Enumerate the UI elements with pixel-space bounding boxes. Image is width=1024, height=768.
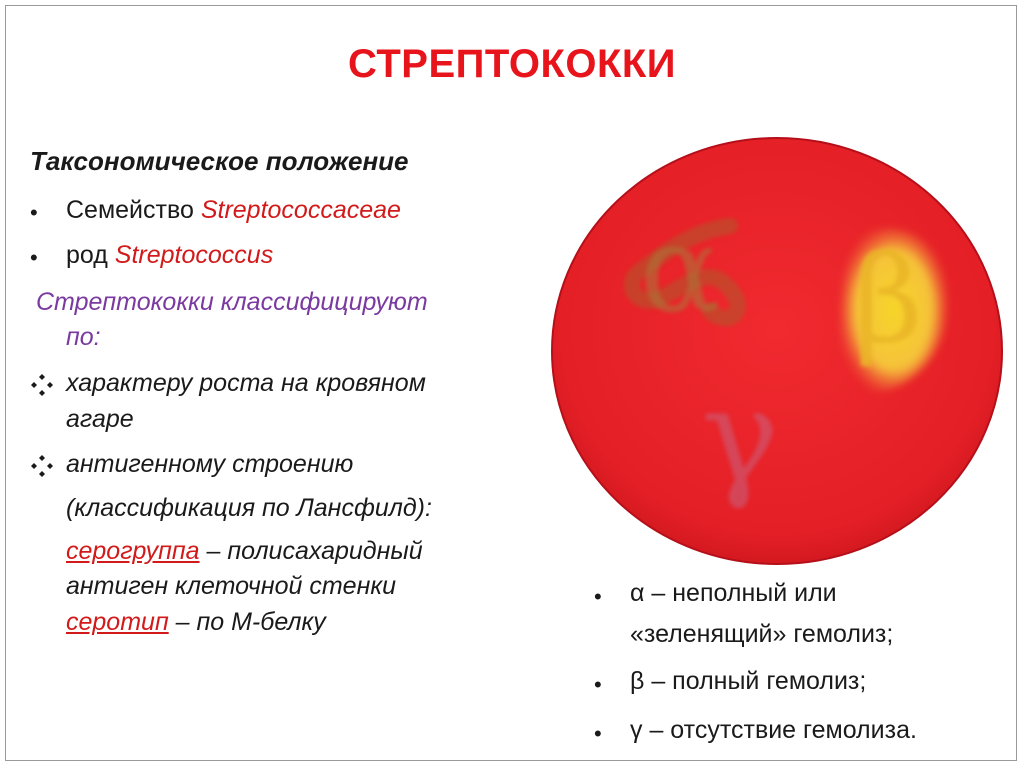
serotype-line — [66, 608, 326, 637]
classification-intro-line1: Стрептококки классифицируют — [36, 288, 428, 316]
serogroup-line2: антиген клеточной стенки — [66, 572, 397, 600]
slide-title: СТРЕПТОКОККИ — [347, 42, 677, 86]
bullet-dot: • — [594, 672, 602, 697]
genus-label: род — [66, 241, 115, 269]
serogroup-line — [66, 537, 423, 566]
taxonomy-heading: Таксономическое положение — [30, 146, 409, 176]
genus-item — [66, 241, 273, 270]
item1-line1: характеру роста на кровяном — [66, 369, 426, 397]
beta-colony-symbol: β — [853, 231, 923, 370]
gamma-colony-symbol: γ — [701, 360, 779, 512]
diamond-bullet-icon — [30, 373, 54, 397]
item2-line1: антигенному строению — [66, 450, 354, 478]
family-label: Семейство — [66, 196, 201, 224]
diamond-bullet-icon — [30, 454, 54, 478]
serogroup-term: серогруппа — [66, 537, 200, 565]
bullet-dot: • — [594, 721, 602, 746]
genus-name: Streptococcus — [114, 241, 274, 269]
bullet-dot: • — [30, 200, 38, 225]
family-item — [66, 196, 401, 225]
item2-line2: (классификация по Лансфилд): — [66, 494, 432, 522]
blood-agar-plate-image — [550, 136, 1004, 566]
item1-line2: агаре — [66, 405, 134, 433]
gamma-colony — [701, 360, 779, 512]
serotype-rest: – по М-белку — [168, 608, 326, 636]
legend-alpha-line1: α – неполный или — [630, 579, 837, 607]
blood-agar-plate — [550, 136, 1004, 566]
alpha-colony-symbol: α — [639, 201, 721, 340]
family-name: Streptococcaceae — [200, 196, 401, 224]
serogroup-rest: – полисахаридный — [199, 537, 423, 565]
bullet-dot: • — [30, 245, 38, 270]
legend-gamma: γ – отсутствие гемолиза. — [630, 716, 917, 744]
bullet-dot: • — [594, 584, 602, 609]
serotype-term: серотип — [66, 608, 169, 636]
legend-alpha-line2: «зеленящий» гемолиз; — [630, 620, 894, 648]
legend-beta: β – полный гемолиз; — [630, 667, 867, 695]
classification-intro-line2: по: — [66, 323, 101, 351]
